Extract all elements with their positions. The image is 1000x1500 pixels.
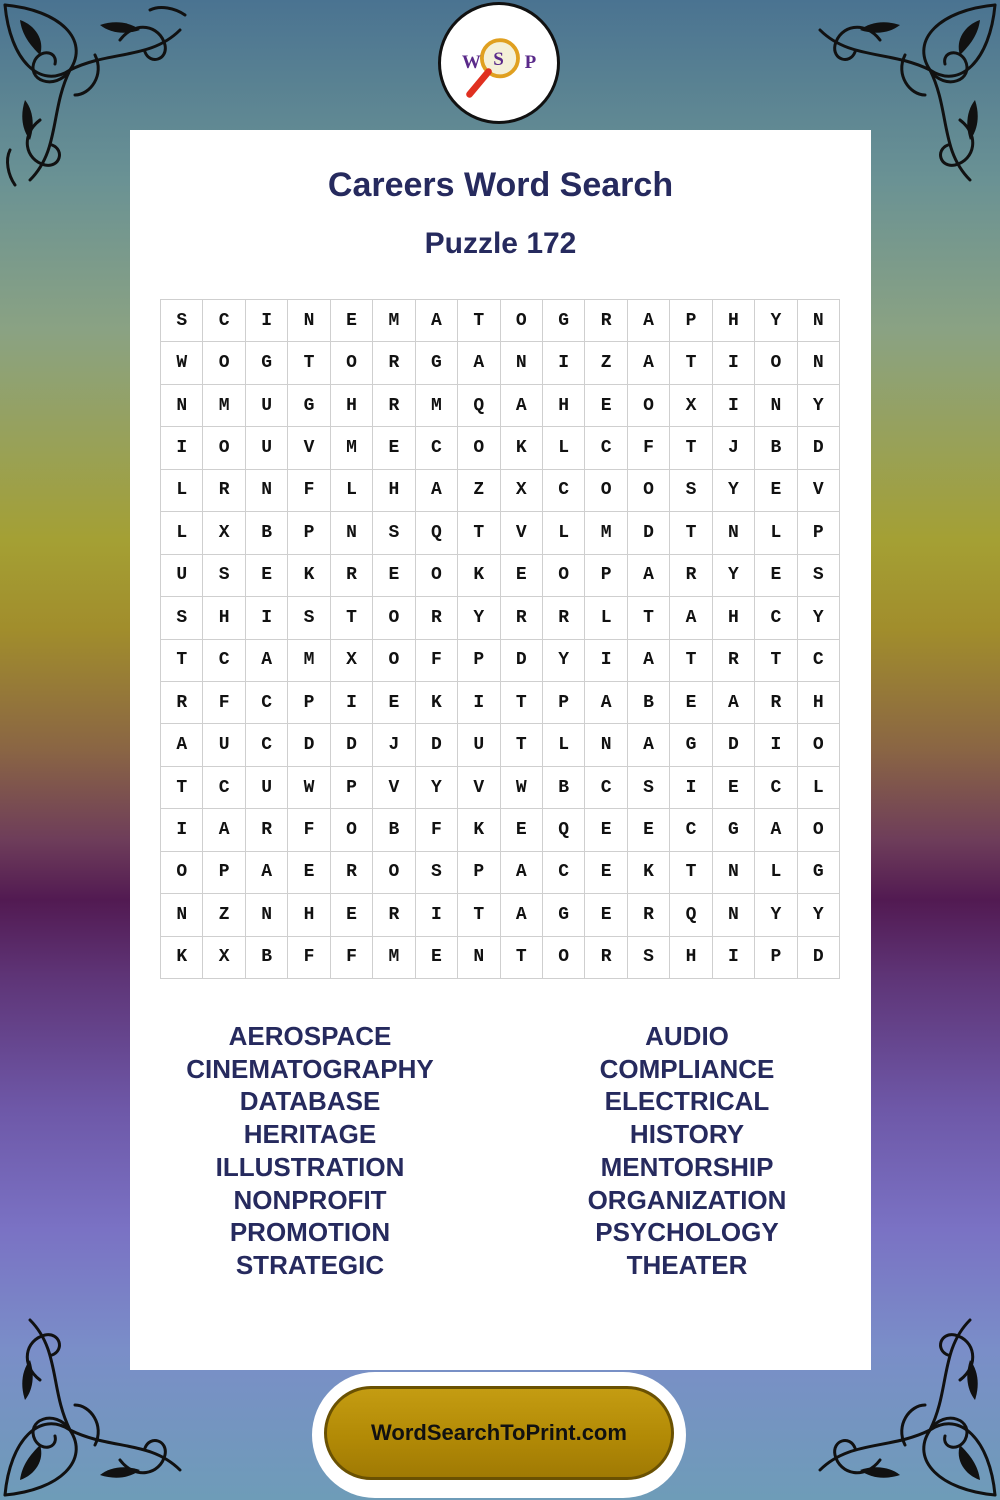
grid-cell[interactable]: V xyxy=(288,427,330,469)
word-item: THEATER xyxy=(626,1249,748,1280)
grid-cell[interactable]: G xyxy=(543,894,585,936)
grid-cell[interactable]: F xyxy=(628,427,670,469)
grid-cell[interactable]: N xyxy=(585,724,627,766)
grid-cell[interactable]: C xyxy=(755,597,797,639)
grid-cell[interactable]: I xyxy=(416,894,458,936)
grid-cell[interactable]: F xyxy=(288,937,330,979)
grid-cell[interactable]: E xyxy=(628,809,670,851)
grid-cell[interactable]: R xyxy=(373,342,415,384)
word-item: HERITAGE xyxy=(243,1119,377,1150)
logo-letter-p: P xyxy=(524,51,537,73)
grid-cell[interactable]: G xyxy=(713,809,755,851)
grid-cell[interactable]: N xyxy=(798,300,840,342)
grid-cell[interactable]: R xyxy=(713,640,755,682)
grid-cell[interactable]: K xyxy=(501,427,543,469)
grid-cell[interactable]: P xyxy=(543,682,585,724)
grid-cell[interactable]: H xyxy=(203,597,245,639)
grid-cell[interactable]: I xyxy=(246,300,288,342)
grid-cell[interactable]: R xyxy=(416,597,458,639)
grid-cell[interactable]: M xyxy=(203,385,245,427)
grid-cell[interactable]: V xyxy=(373,767,415,809)
grid-cell[interactable]: O xyxy=(798,724,840,766)
grid-cell[interactable]: U xyxy=(246,427,288,469)
grid-cell[interactable]: D xyxy=(798,937,840,979)
grid-cell[interactable]: N xyxy=(246,894,288,936)
grid-cell[interactable]: P xyxy=(203,852,245,894)
grid-cell[interactable]: D xyxy=(713,724,755,766)
word-item: PSYCHOLOGY xyxy=(595,1217,779,1248)
grid-cell[interactable]: K xyxy=(458,809,500,851)
grid-cell[interactable]: P xyxy=(458,640,500,682)
grid-cell[interactable]: C xyxy=(203,767,245,809)
grid-cell[interactable]: I xyxy=(713,385,755,427)
puzzle-title: Careers Word Search xyxy=(327,166,674,204)
grid-cell[interactable]: C xyxy=(543,852,585,894)
grid-cell[interactable]: T xyxy=(331,597,373,639)
grid-cell[interactable]: B xyxy=(246,512,288,554)
grid-cell[interactable]: S xyxy=(161,300,203,342)
word-item: ILLUSTRATION xyxy=(215,1151,405,1182)
grid-cell[interactable]: T xyxy=(458,512,500,554)
grid-cell[interactable]: O xyxy=(628,385,670,427)
grid-cell[interactable]: O xyxy=(798,809,840,851)
grid-cell[interactable]: S xyxy=(161,597,203,639)
letter-grid xyxy=(160,299,840,979)
grid-cell[interactable]: I xyxy=(713,342,755,384)
grid-cell[interactable]: I xyxy=(670,767,712,809)
grid-cell[interactable]: Y xyxy=(713,555,755,597)
grid-cell[interactable]: T xyxy=(501,937,543,979)
grid-cell[interactable]: O xyxy=(373,597,415,639)
grid-cell[interactable]: E xyxy=(713,767,755,809)
grid-cell[interactable]: Q xyxy=(543,809,585,851)
grid-cell[interactable]: A xyxy=(501,385,543,427)
grid-cell[interactable]: I xyxy=(755,724,797,766)
grid-cell[interactable]: A xyxy=(458,342,500,384)
grid-cell[interactable]: Y xyxy=(798,597,840,639)
grid-cell[interactable]: N xyxy=(288,300,330,342)
grid-cell[interactable]: E xyxy=(373,555,415,597)
grid-cell[interactable]: X xyxy=(331,640,373,682)
grid-cell[interactable]: A xyxy=(416,470,458,512)
grid-cell[interactable]: T xyxy=(458,300,500,342)
grid-cell[interactable]: L xyxy=(331,470,373,512)
grid-cell[interactable]: J xyxy=(713,427,755,469)
word-item: CINEMATOGRAPHY xyxy=(186,1053,434,1084)
grid-cell[interactable]: R xyxy=(543,597,585,639)
grid-cell[interactable]: T xyxy=(670,640,712,682)
grid-cell[interactable]: L xyxy=(543,427,585,469)
magnifier-handle xyxy=(470,72,489,95)
grid-cell[interactable]: H xyxy=(713,597,755,639)
grid-cell[interactable]: A xyxy=(246,852,288,894)
word-list-left xyxy=(125,1020,495,1282)
grid-cell[interactable]: C xyxy=(203,300,245,342)
grid-cell[interactable]: O xyxy=(373,640,415,682)
grid-cell[interactable]: T xyxy=(670,342,712,384)
grid-cell[interactable]: F xyxy=(331,937,373,979)
grid-cell[interactable]: N xyxy=(161,894,203,936)
grid-cell[interactable]: P xyxy=(670,300,712,342)
grid-cell[interactable]: A xyxy=(628,724,670,766)
grid-cell[interactable]: X xyxy=(670,385,712,427)
grid-cell[interactable]: Q xyxy=(416,512,458,554)
grid-cell[interactable]: P xyxy=(288,512,330,554)
grid-cell[interactable]: G xyxy=(543,300,585,342)
grid-cell[interactable]: H xyxy=(288,894,330,936)
grid-cell[interactable]: B xyxy=(543,767,585,809)
grid-cell[interactable]: R xyxy=(373,894,415,936)
grid-cell[interactable]: H xyxy=(373,470,415,512)
grid-cell[interactable]: S xyxy=(628,767,670,809)
word-item: AUDIO xyxy=(645,1021,729,1051)
grid-cell[interactable]: F xyxy=(288,809,330,851)
grid-cell[interactable]: T xyxy=(628,597,670,639)
grid-cell[interactable]: S xyxy=(373,512,415,554)
grid-cell[interactable]: Y xyxy=(458,597,500,639)
grid-cell[interactable]: C xyxy=(585,427,627,469)
grid-cell[interactable]: S xyxy=(670,470,712,512)
grid-cell[interactable]: A xyxy=(246,640,288,682)
grid-cell[interactable]: O xyxy=(543,937,585,979)
grid-cell[interactable]: A xyxy=(670,597,712,639)
grid-cell[interactable]: K xyxy=(288,555,330,597)
grid-cell[interactable]: T xyxy=(458,894,500,936)
grid-cell[interactable]: A xyxy=(416,300,458,342)
grid-cell[interactable]: P xyxy=(458,852,500,894)
grid-cell[interactable]: T xyxy=(161,767,203,809)
grid-cell[interactable]: N xyxy=(331,512,373,554)
grid-cell[interactable]: O xyxy=(501,300,543,342)
grid-cell[interactable]: R xyxy=(501,597,543,639)
grid-cell[interactable]: O xyxy=(755,342,797,384)
grid-cell[interactable]: N xyxy=(713,512,755,554)
grid-cell[interactable]: L xyxy=(798,767,840,809)
logo-letter-w: W xyxy=(461,51,481,73)
grid-cell[interactable]: O xyxy=(161,852,203,894)
word-item: ELECTRICAL xyxy=(604,1086,770,1117)
grid-cell[interactable]: O xyxy=(203,342,245,384)
grid-cell[interactable]: H xyxy=(670,937,712,979)
grid-cell[interactable]: R xyxy=(203,470,245,512)
grid-cell[interactable]: V xyxy=(798,470,840,512)
grid-cell[interactable]: C xyxy=(203,640,245,682)
grid-cell[interactable]: N xyxy=(161,385,203,427)
grid-cell[interactable]: X xyxy=(203,937,245,979)
grid-cell[interactable]: G xyxy=(670,724,712,766)
grid-cell[interactable]: E xyxy=(373,427,415,469)
grid-cell[interactable]: R xyxy=(755,682,797,724)
grid-cell[interactable]: R xyxy=(331,852,373,894)
grid-cell[interactable]: E xyxy=(246,555,288,597)
grid-cell[interactable]: E xyxy=(670,682,712,724)
grid-cell[interactable]: O xyxy=(331,809,373,851)
grid-cell[interactable]: N xyxy=(798,342,840,384)
grid-cell[interactable]: T xyxy=(288,342,330,384)
grid-cell[interactable]: A xyxy=(628,555,670,597)
word-item: AEROSPACE xyxy=(228,1021,392,1051)
word-list-right xyxy=(502,1020,872,1282)
grid-cell[interactable]: E xyxy=(501,809,543,851)
grid-cell[interactable]: O xyxy=(543,555,585,597)
grid-cell[interactable]: B xyxy=(373,809,415,851)
grid-cell[interactable]: R xyxy=(585,300,627,342)
grid-cell[interactable]: K xyxy=(416,682,458,724)
grid-cell[interactable]: K xyxy=(628,852,670,894)
grid-cell[interactable]: H xyxy=(331,385,373,427)
grid-cell[interactable]: E xyxy=(416,937,458,979)
grid-cell[interactable]: R xyxy=(246,809,288,851)
grid-cell[interactable]: L xyxy=(755,852,797,894)
grid-cell[interactable]: G xyxy=(288,385,330,427)
grid-cell[interactable]: E xyxy=(373,682,415,724)
grid-cell[interactable]: C xyxy=(543,470,585,512)
grid-cell[interactable]: E xyxy=(755,470,797,512)
grid-cell[interactable]: E xyxy=(331,894,373,936)
grid-cell[interactable]: I xyxy=(713,937,755,979)
grid-cell[interactable]: M xyxy=(288,640,330,682)
grid-cell[interactable]: C xyxy=(246,682,288,724)
site-logo[interactable] xyxy=(438,2,560,124)
grid-cell[interactable]: S xyxy=(288,597,330,639)
grid-cell[interactable]: O xyxy=(585,470,627,512)
grid-cell[interactable]: T xyxy=(670,427,712,469)
puzzle-number: Puzzle 172 xyxy=(424,227,577,260)
grid-cell[interactable]: Y xyxy=(416,767,458,809)
grid-cell[interactable]: F xyxy=(416,640,458,682)
grid-cell[interactable]: P xyxy=(585,555,627,597)
grid-cell[interactable]: P xyxy=(288,682,330,724)
grid-cell[interactable]: A xyxy=(628,300,670,342)
grid-cell[interactable]: R xyxy=(628,894,670,936)
grid-cell[interactable]: D xyxy=(628,512,670,554)
grid-cell[interactable]: A xyxy=(755,809,797,851)
grid-cell[interactable]: I xyxy=(543,342,585,384)
grid-cell[interactable]: Z xyxy=(458,470,500,512)
grid-cell[interactable]: N xyxy=(713,894,755,936)
grid-cell[interactable]: T xyxy=(501,724,543,766)
grid-cell[interactable]: P xyxy=(755,937,797,979)
grid-cell[interactable]: N xyxy=(755,385,797,427)
grid-cell[interactable]: O xyxy=(458,427,500,469)
grid-cell[interactable]: E xyxy=(585,809,627,851)
grid-cell[interactable]: K xyxy=(161,937,203,979)
grid-cell[interactable]: G xyxy=(246,342,288,384)
grid-cell[interactable]: W xyxy=(161,342,203,384)
grid-cell[interactable]: F xyxy=(416,809,458,851)
grid-cell[interactable]: Y xyxy=(543,640,585,682)
grid-cell[interactable]: L xyxy=(543,724,585,766)
grid-cell[interactable]: T xyxy=(670,852,712,894)
grid-cell[interactable]: L xyxy=(161,512,203,554)
grid-cell[interactable]: B xyxy=(628,682,670,724)
grid-cell[interactable]: C xyxy=(755,767,797,809)
grid-cell[interactable]: R xyxy=(373,385,415,427)
grid-cell[interactable]: L xyxy=(161,470,203,512)
grid-cell[interactable]: H xyxy=(713,300,755,342)
word-item: ORGANIZATION xyxy=(587,1184,787,1215)
grid-cell[interactable]: E xyxy=(585,894,627,936)
grid-cell[interactable]: Y xyxy=(755,300,797,342)
grid-cell[interactable]: N xyxy=(246,470,288,512)
grid-cell[interactable]: E xyxy=(501,555,543,597)
grid-cell[interactable]: N xyxy=(501,342,543,384)
grid-cell[interactable]: Q xyxy=(458,385,500,427)
grid-cell[interactable]: A xyxy=(628,640,670,682)
grid-cell[interactable]: G xyxy=(798,852,840,894)
grid-cell[interactable]: S xyxy=(628,937,670,979)
grid-cell[interactable]: D xyxy=(501,640,543,682)
grid-cell[interactable]: C xyxy=(670,809,712,851)
word-item: PROMOTION xyxy=(229,1217,391,1248)
grid-cell[interactable]: V xyxy=(458,767,500,809)
grid-cell[interactable]: F xyxy=(288,470,330,512)
grid-cell[interactable]: G xyxy=(416,342,458,384)
grid-cell[interactable]: B xyxy=(246,937,288,979)
grid-cell[interactable]: Z xyxy=(585,342,627,384)
grid-cell[interactable]: O xyxy=(628,470,670,512)
grid-cell[interactable]: H xyxy=(798,682,840,724)
grid-cell[interactable]: M xyxy=(416,385,458,427)
grid-cell[interactable]: I xyxy=(161,427,203,469)
grid-cell[interactable]: U xyxy=(246,385,288,427)
grid-cell[interactable]: A xyxy=(628,342,670,384)
puzzle-card xyxy=(130,130,871,1370)
grid-cell[interactable]: M xyxy=(373,937,415,979)
grid-cell[interactable]: Y xyxy=(713,470,755,512)
word-item: COMPLIANCE xyxy=(599,1053,775,1084)
grid-cell[interactable]: U xyxy=(203,724,245,766)
grid-cell[interactable]: D xyxy=(416,724,458,766)
grid-cell[interactable]: T xyxy=(670,512,712,554)
grid-cell[interactable]: D xyxy=(288,724,330,766)
grid-cell[interactable]: B xyxy=(755,427,797,469)
grid-cell[interactable]: A xyxy=(713,682,755,724)
grid-cell[interactable]: P xyxy=(331,767,373,809)
grid-cell[interactable]: P xyxy=(798,512,840,554)
grid-cell[interactable]: M xyxy=(373,300,415,342)
grid-cell[interactable]: M xyxy=(331,427,373,469)
grid-cell[interactable]: L xyxy=(755,512,797,554)
grid-cell[interactable]: C xyxy=(246,724,288,766)
grid-cell[interactable]: S xyxy=(798,555,840,597)
grid-cell[interactable]: C xyxy=(416,427,458,469)
grid-cell[interactable]: R xyxy=(331,555,373,597)
grid-cell[interactable]: M xyxy=(585,512,627,554)
grid-cell[interactable]: S xyxy=(203,555,245,597)
grid-cell[interactable]: D xyxy=(798,427,840,469)
grid-cell[interactable]: R xyxy=(585,937,627,979)
grid-cell[interactable]: I xyxy=(458,682,500,724)
grid-cell[interactable]: V xyxy=(501,512,543,554)
grid-cell[interactable]: K xyxy=(458,555,500,597)
grid-cell[interactable]: Y xyxy=(798,385,840,427)
grid-cell[interactable]: T xyxy=(161,640,203,682)
grid-cell[interactable]: U xyxy=(161,555,203,597)
grid-cell[interactable]: I xyxy=(161,809,203,851)
site-link-text[interactable]: WordSearchToPrint.com xyxy=(371,1420,627,1445)
word-item: DATABASE xyxy=(239,1086,381,1117)
grid-cell[interactable]: E xyxy=(331,300,373,342)
grid-cell[interactable]: E xyxy=(585,385,627,427)
grid-cell[interactable]: X xyxy=(203,512,245,554)
grid-cell[interactable]: U xyxy=(246,767,288,809)
logo-letter-s: S xyxy=(493,48,504,70)
grid-cell[interactable]: A xyxy=(585,682,627,724)
grid-cell[interactable]: L xyxy=(543,512,585,554)
grid-cell[interactable]: E xyxy=(755,555,797,597)
grid-cell[interactable]: W xyxy=(288,767,330,809)
grid-cell[interactable]: X xyxy=(501,470,543,512)
grid-cell[interactable]: A xyxy=(501,894,543,936)
grid-cell[interactable]: F xyxy=(203,682,245,724)
grid-cell[interactable]: H xyxy=(543,385,585,427)
grid-cell[interactable]: Z xyxy=(203,894,245,936)
grid-cell[interactable]: I xyxy=(246,597,288,639)
grid-cell[interactable]: O xyxy=(416,555,458,597)
grid-cell[interactable]: T xyxy=(501,682,543,724)
grid-cell[interactable]: J xyxy=(373,724,415,766)
grid-cell[interactable]: C xyxy=(798,640,840,682)
grid-cell[interactable]: U xyxy=(458,724,500,766)
grid-cell[interactable]: W xyxy=(501,767,543,809)
grid-cell[interactable]: Q xyxy=(670,894,712,936)
grid-cell[interactable]: O xyxy=(203,427,245,469)
grid-cell[interactable]: A xyxy=(203,809,245,851)
grid-cell[interactable]: Y xyxy=(755,894,797,936)
grid-cell[interactable]: Y xyxy=(798,894,840,936)
grid-cell[interactable]: C xyxy=(585,767,627,809)
word-item: MENTORSHIP xyxy=(600,1151,774,1182)
grid-cell[interactable]: N xyxy=(458,937,500,979)
grid-cell[interactable]: R xyxy=(670,555,712,597)
word-item: STRATEGIC xyxy=(235,1249,385,1280)
grid-cell[interactable]: O xyxy=(373,852,415,894)
grid-cell[interactable]: S xyxy=(416,852,458,894)
word-item: NONPROFIT xyxy=(233,1184,387,1215)
grid-cell[interactable]: E xyxy=(288,852,330,894)
grid-cell[interactable]: O xyxy=(331,342,373,384)
grid-cell[interactable]: N xyxy=(713,852,755,894)
grid-cell[interactable]: R xyxy=(161,682,203,724)
grid-cell[interactable]: E xyxy=(585,852,627,894)
grid-cell[interactable]: I xyxy=(585,640,627,682)
grid-cell[interactable]: L xyxy=(585,597,627,639)
grid-cell[interactable]: D xyxy=(331,724,373,766)
word-item: HISTORY xyxy=(629,1119,745,1150)
site-link-banner[interactable] xyxy=(324,1386,674,1480)
grid-cell[interactable]: A xyxy=(161,724,203,766)
grid-cell[interactable]: A xyxy=(501,852,543,894)
grid-cell[interactable]: I xyxy=(331,682,373,724)
grid-cell[interactable]: T xyxy=(755,640,797,682)
